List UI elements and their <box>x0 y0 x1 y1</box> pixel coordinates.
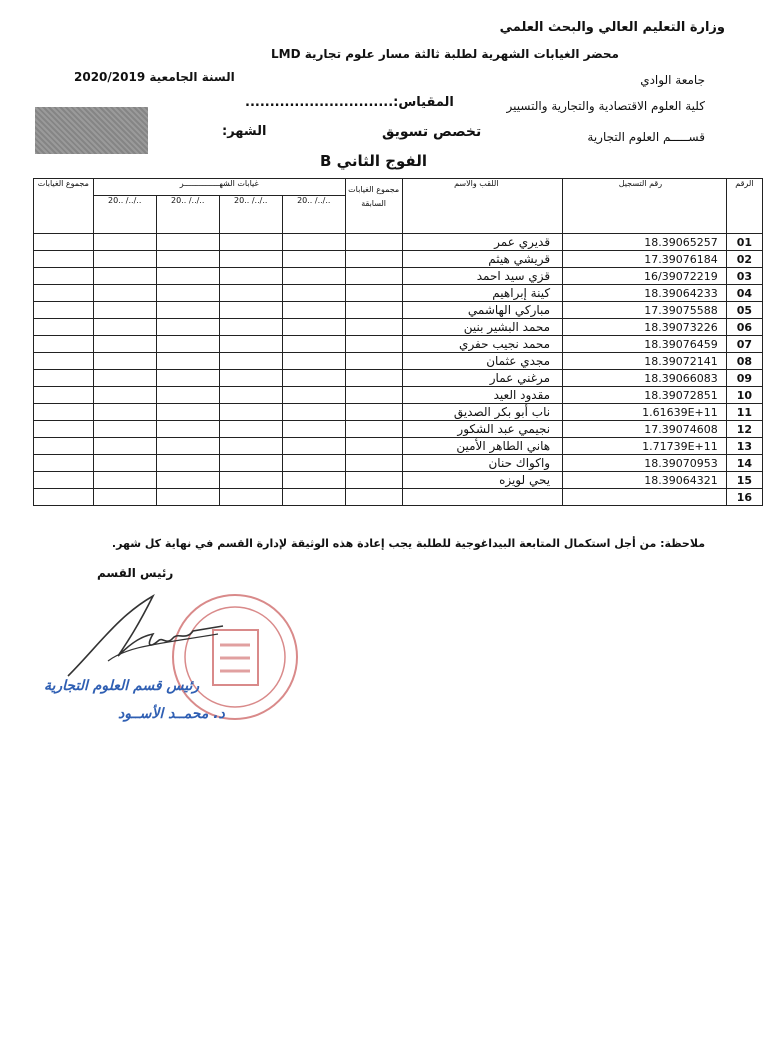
registration-number: 18.39065257 <box>563 234 727 251</box>
total-cell <box>34 404 94 421</box>
day-cell <box>156 353 219 370</box>
table-row <box>34 251 763 268</box>
total-cell <box>34 251 94 268</box>
day-cell <box>93 336 156 353</box>
total-cell <box>34 336 94 353</box>
registration-number: 17.39074608 <box>563 421 727 438</box>
day-cell <box>282 404 345 421</box>
student-name: محمد البشير بنين <box>402 319 563 336</box>
specialty-title: تخصص تسويق <box>382 124 482 140</box>
ministry-title: وزارة التعليم العالي والبحث العلمي <box>499 20 725 35</box>
day-cell <box>93 455 156 472</box>
month-field: الشهر: <box>222 124 267 139</box>
subject-field: المقياس:.............................. <box>245 95 454 110</box>
student-name <box>402 489 563 506</box>
day-cell <box>282 268 345 285</box>
row-number: 06 <box>726 319 762 336</box>
registration-number: 1.71739E+11 <box>563 438 727 455</box>
table-row <box>34 387 763 404</box>
day-cell <box>282 353 345 370</box>
registration-number <box>563 489 727 506</box>
prev-total-cell <box>345 489 402 506</box>
student-name: قزي سيد احمد <box>402 268 563 285</box>
table-row <box>34 336 763 353</box>
prev-total-cell <box>345 302 402 319</box>
prev-total-cell <box>345 387 402 404</box>
day-cell <box>156 438 219 455</box>
row-number: 14 <box>726 455 762 472</box>
student-name: ناب أبو بكر الصديق <box>402 404 563 421</box>
day-cell <box>219 387 282 404</box>
row-number: 13 <box>726 438 762 455</box>
day-cell <box>282 438 345 455</box>
row-number: 02 <box>726 251 762 268</box>
total-cell <box>34 234 94 251</box>
absence-table <box>33 178 763 506</box>
header-num: الرقم <box>726 179 762 234</box>
student-name: قريشي هيثم <box>402 251 563 268</box>
day-cell <box>156 336 219 353</box>
row-number: 16 <box>726 489 762 506</box>
student-name: مجدي عثمان <box>402 353 563 370</box>
table-row <box>34 285 763 302</box>
table-row <box>34 370 763 387</box>
student-name: يحي لويزه <box>402 472 563 489</box>
header-month-absences: غيابات الشهـــــــــــــــر <box>93 179 345 196</box>
table-row <box>34 353 763 370</box>
day-cell <box>156 268 219 285</box>
day-cell <box>93 251 156 268</box>
student-name: مقدود العيد <box>402 387 563 404</box>
prev-total-cell <box>345 455 402 472</box>
day-cell <box>219 489 282 506</box>
registration-number: 18.39072141 <box>563 353 727 370</box>
day-cell <box>156 319 219 336</box>
header-name: اللقب والاسم <box>402 179 563 234</box>
total-cell <box>34 421 94 438</box>
registration-number: 18.39070953 <box>563 455 727 472</box>
day-cell <box>93 285 156 302</box>
header-prev-total: مجموع الغيابات السابقة <box>345 179 402 234</box>
total-cell <box>34 319 94 336</box>
day-cell <box>93 387 156 404</box>
day-cell <box>282 455 345 472</box>
day-cell <box>282 421 345 438</box>
day-cell <box>156 404 219 421</box>
day-cell <box>93 472 156 489</box>
student-name: كينة إبراهيم <box>402 285 563 302</box>
total-cell <box>34 285 94 302</box>
day-cell <box>156 421 219 438</box>
day-cell <box>93 489 156 506</box>
day-cell <box>219 319 282 336</box>
day-cell <box>219 353 282 370</box>
registration-number: 18.39072851 <box>563 387 727 404</box>
day-cell <box>156 285 219 302</box>
student-name: واكواك حنان <box>402 455 563 472</box>
registration-number: 18.39064321 <box>563 472 727 489</box>
prev-total-cell <box>345 370 402 387</box>
registration-number: 17.39076184 <box>563 251 727 268</box>
day-cell <box>219 455 282 472</box>
date-header: 20.. /../.. <box>93 196 156 234</box>
day-cell <box>282 370 345 387</box>
report-title: محضر الغيابات الشهرية لطلبة ثالثة مسار علوم تجارية LMD <box>270 47 619 61</box>
day-cell <box>282 336 345 353</box>
prev-total-cell <box>345 319 402 336</box>
day-cell <box>93 234 156 251</box>
day-cell <box>93 438 156 455</box>
day-cell <box>282 302 345 319</box>
prev-total-cell <box>345 421 402 438</box>
registration-number: 1.61639E+11 <box>563 404 727 421</box>
registration-number: 16/39072219 <box>563 268 727 285</box>
prev-total-cell <box>345 336 402 353</box>
header-total: مجموع الغيابات <box>34 179 94 234</box>
total-cell <box>34 302 94 319</box>
registration-number: 18.39064233 <box>563 285 727 302</box>
row-number: 15 <box>726 472 762 489</box>
day-cell <box>219 234 282 251</box>
total-cell <box>34 455 94 472</box>
prev-total-cell <box>345 268 402 285</box>
day-cell <box>156 387 219 404</box>
faculty-name: كلية العلوم الاقتصادية والتجارية والتسيير <box>506 99 705 113</box>
day-cell <box>156 302 219 319</box>
stamp-title: رئيس قسم العلوم التجارية <box>44 678 200 694</box>
stamp-name: د. محمــد الأســود <box>118 706 225 722</box>
day-cell <box>219 370 282 387</box>
day-cell <box>219 285 282 302</box>
total-cell <box>34 438 94 455</box>
date-header: 20.. /../.. <box>156 196 219 234</box>
day-cell <box>156 489 219 506</box>
total-cell <box>34 268 94 285</box>
day-cell <box>93 319 156 336</box>
registration-number: 18.39066083 <box>563 370 727 387</box>
day-cell <box>93 370 156 387</box>
table-row <box>34 268 763 285</box>
day-cell <box>93 353 156 370</box>
total-cell <box>34 489 94 506</box>
day-cell <box>156 472 219 489</box>
day-cell <box>282 234 345 251</box>
row-number: 04 <box>726 285 762 302</box>
day-cell <box>93 404 156 421</box>
registration-number: 18.39073226 <box>563 319 727 336</box>
day-cell <box>219 472 282 489</box>
day-cell <box>219 336 282 353</box>
day-cell <box>93 302 156 319</box>
day-cell <box>156 455 219 472</box>
day-cell <box>219 438 282 455</box>
student-name: محمد نجيب حفري <box>402 336 563 353</box>
table-body <box>34 234 763 506</box>
date-header: 20.. /../.. <box>219 196 282 234</box>
day-cell <box>282 472 345 489</box>
row-number: 05 <box>726 302 762 319</box>
handwritten-signature <box>58 586 228 686</box>
redacted-box <box>35 107 148 154</box>
day-cell <box>156 370 219 387</box>
head-of-dept-title: رئيس القسم <box>97 566 174 580</box>
day-cell <box>219 251 282 268</box>
day-cell <box>93 268 156 285</box>
group-title: الفوج الثاني B <box>320 152 428 170</box>
day-cell <box>156 251 219 268</box>
prev-total-cell <box>345 404 402 421</box>
day-cell <box>156 234 219 251</box>
row-number: 10 <box>726 387 762 404</box>
row-number: 09 <box>726 370 762 387</box>
table-row <box>34 489 763 506</box>
day-cell <box>219 302 282 319</box>
student-name: مرغني عمار <box>402 370 563 387</box>
row-number: 07 <box>726 336 762 353</box>
total-cell <box>34 353 94 370</box>
date-header: 20.. /../.. <box>282 196 345 234</box>
total-cell <box>34 472 94 489</box>
table-row <box>34 234 763 251</box>
row-number: 12 <box>726 421 762 438</box>
prev-total-cell <box>345 472 402 489</box>
total-cell <box>34 387 94 404</box>
table-row <box>34 319 763 336</box>
student-name: نجيمي عبد الشكور <box>402 421 563 438</box>
day-cell <box>219 421 282 438</box>
academic-year: السنة الجامعية 2020/2019 <box>74 70 235 84</box>
row-number: 08 <box>726 353 762 370</box>
prev-total-cell <box>345 251 402 268</box>
table-row <box>34 421 763 438</box>
row-number: 01 <box>726 234 762 251</box>
total-cell <box>34 370 94 387</box>
day-cell <box>282 489 345 506</box>
student-name: مباركي الهاشمي <box>402 302 563 319</box>
header-reg: رقم التسجيل <box>563 179 727 234</box>
day-cell <box>282 387 345 404</box>
day-cell <box>282 319 345 336</box>
footer-note: ملاحظة: من أجل استكمال المتابعة البيداغوجية للطلبة يجب إعادة هذه الوثيقة لإدارة القسم في نهاية كل شهر. <box>111 537 705 550</box>
day-cell <box>93 421 156 438</box>
table-row <box>34 302 763 319</box>
day-cell <box>282 251 345 268</box>
university-name: جامعة الوادي <box>640 73 705 87</box>
day-cell <box>219 268 282 285</box>
prev-total-cell <box>345 353 402 370</box>
prev-total-cell <box>345 438 402 455</box>
department-name: قســـــم العلوم التجارية <box>587 130 705 144</box>
day-cell <box>219 404 282 421</box>
registration-number: 18.39076459 <box>563 336 727 353</box>
row-number: 11 <box>726 404 762 421</box>
student-name: هاني الطاهر الأمين <box>402 438 563 455</box>
prev-total-cell <box>345 234 402 251</box>
prev-total-cell <box>345 285 402 302</box>
table-row <box>34 438 763 455</box>
registration-number: 17.39075588 <box>563 302 727 319</box>
table-row <box>34 455 763 472</box>
table-row <box>34 472 763 489</box>
table-row <box>34 404 763 421</box>
student-name: قديري عمر <box>402 234 563 251</box>
row-number: 03 <box>726 268 762 285</box>
day-cell <box>282 285 345 302</box>
